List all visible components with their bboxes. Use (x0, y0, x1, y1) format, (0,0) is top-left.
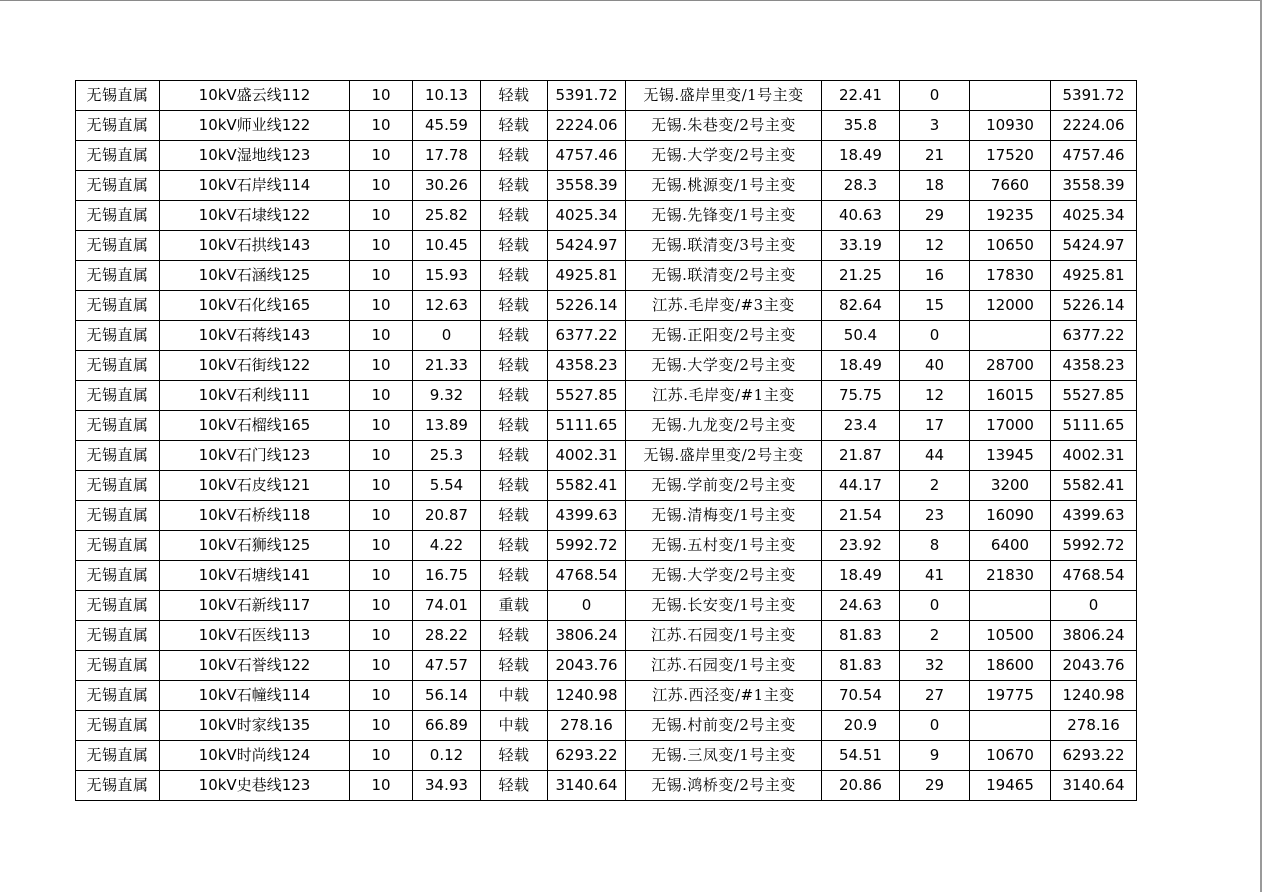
table-row (76, 291, 1137, 321)
line-name-cell: 10kV师业线122 (160, 111, 350, 141)
transformer-cell: 无锡.大学变/2号主变 (626, 141, 822, 171)
spare-capacity-cell: 4768.54 (548, 561, 626, 591)
voltage-cell: 10 (350, 261, 413, 291)
line-name-cell: 10kV石狮线125 (160, 531, 350, 561)
table-row (76, 141, 1137, 171)
load-status-cell: 轻载 (481, 501, 548, 531)
load-rate-cell: 12.63 (413, 291, 481, 321)
transformer-load-cell: 22.41 (822, 81, 900, 111)
transformer-cell: 江苏.石园变/1号主变 (626, 651, 822, 681)
available-capacity-cell: 1240.98 (1051, 681, 1137, 711)
line-name-cell: 10kV石化线165 (160, 291, 350, 321)
line-name-cell: 10kV石街线122 (160, 351, 350, 381)
user-count-cell: 29 (900, 771, 970, 801)
org-cell: 无锡直属 (76, 351, 160, 381)
transformer-cell: 无锡.联清变/2号主变 (626, 261, 822, 291)
available-capacity-cell: 5111.65 (1051, 411, 1137, 441)
load-status-cell: 轻载 (481, 321, 548, 351)
load-rate-cell: 17.78 (413, 141, 481, 171)
transformer-cell: 无锡.联清变/3号主变 (626, 231, 822, 261)
spare-capacity-cell: 1240.98 (548, 681, 626, 711)
capacity-cell: 19775 (970, 681, 1051, 711)
line-name-cell: 10kV石桥线118 (160, 501, 350, 531)
line-name-cell: 10kV石埭线122 (160, 201, 350, 231)
voltage-cell: 10 (350, 141, 413, 171)
available-capacity-cell: 4002.31 (1051, 441, 1137, 471)
line-name-cell: 10kV石誉线122 (160, 651, 350, 681)
available-capacity-cell: 5992.72 (1051, 531, 1137, 561)
load-rate-cell: 10.45 (413, 231, 481, 261)
available-capacity-cell: 6377.22 (1051, 321, 1137, 351)
transformer-load-cell: 21.25 (822, 261, 900, 291)
capacity-cell: 28700 (970, 351, 1051, 381)
available-capacity-cell: 5226.14 (1051, 291, 1137, 321)
spare-capacity-cell: 5424.97 (548, 231, 626, 261)
load-rate-cell: 10.13 (413, 81, 481, 111)
user-count-cell: 0 (900, 81, 970, 111)
load-rate-cell: 15.93 (413, 261, 481, 291)
spare-capacity-cell: 278.16 (548, 711, 626, 741)
transformer-cell: 无锡.学前变/2号主变 (626, 471, 822, 501)
load-rate-cell: 34.93 (413, 771, 481, 801)
user-count-cell: 12 (900, 231, 970, 261)
line-name-cell: 10kV盛云线112 (160, 81, 350, 111)
load-status-cell: 中载 (481, 681, 548, 711)
user-count-cell: 41 (900, 561, 970, 591)
transformer-load-cell: 21.54 (822, 501, 900, 531)
load-status-cell: 轻载 (481, 771, 548, 801)
load-status-cell: 轻载 (481, 261, 548, 291)
voltage-cell: 10 (350, 741, 413, 771)
line-name-cell: 10kV石塘线141 (160, 561, 350, 591)
table-row (76, 531, 1137, 561)
load-rate-cell: 30.26 (413, 171, 481, 201)
capacity-cell: 13945 (970, 441, 1051, 471)
table-row (76, 471, 1137, 501)
page-top-border (0, 0, 1262, 1)
available-capacity-cell: 4757.46 (1051, 141, 1137, 171)
capacity-cell: 19465 (970, 771, 1051, 801)
voltage-cell: 10 (350, 81, 413, 111)
user-count-cell: 16 (900, 261, 970, 291)
load-rate-cell: 25.82 (413, 201, 481, 231)
spare-capacity-cell: 0 (548, 591, 626, 621)
spare-capacity-cell: 5391.72 (548, 81, 626, 111)
spare-capacity-cell: 4358.23 (548, 351, 626, 381)
voltage-cell: 10 (350, 351, 413, 381)
org-cell: 无锡直属 (76, 531, 160, 561)
line-name-cell: 10kV石利线111 (160, 381, 350, 411)
load-rate-cell: 4.22 (413, 531, 481, 561)
available-capacity-cell: 6293.22 (1051, 741, 1137, 771)
org-cell: 无锡直属 (76, 471, 160, 501)
org-cell: 无锡直属 (76, 141, 160, 171)
available-capacity-cell: 4925.81 (1051, 261, 1137, 291)
table-row (76, 231, 1137, 261)
voltage-cell: 10 (350, 501, 413, 531)
user-count-cell: 23 (900, 501, 970, 531)
transformer-cell: 无锡.朱巷变/2号主变 (626, 111, 822, 141)
line-name-cell: 10kV石拱线143 (160, 231, 350, 261)
user-count-cell: 3 (900, 111, 970, 141)
voltage-cell: 10 (350, 591, 413, 621)
org-cell: 无锡直属 (76, 651, 160, 681)
transformer-cell: 无锡.正阳变/2号主变 (626, 321, 822, 351)
org-cell: 无锡直属 (76, 741, 160, 771)
load-status-cell: 轻载 (481, 81, 548, 111)
transformer-load-cell: 82.64 (822, 291, 900, 321)
table-row (76, 111, 1137, 141)
transformer-cell: 无锡.桃源变/1号主变 (626, 171, 822, 201)
capacity-cell (970, 711, 1051, 741)
org-cell: 无锡直属 (76, 501, 160, 531)
capacity-cell: 21830 (970, 561, 1051, 591)
available-capacity-cell: 4768.54 (1051, 561, 1137, 591)
user-count-cell: 9 (900, 741, 970, 771)
available-capacity-cell: 3558.39 (1051, 171, 1137, 201)
load-status-cell: 轻载 (481, 621, 548, 651)
org-cell: 无锡直属 (76, 711, 160, 741)
available-capacity-cell: 3140.64 (1051, 771, 1137, 801)
spare-capacity-cell: 4399.63 (548, 501, 626, 531)
table-row (76, 651, 1137, 681)
available-capacity-cell: 2224.06 (1051, 111, 1137, 141)
spare-capacity-cell: 4757.46 (548, 141, 626, 171)
table-row (76, 711, 1137, 741)
capacity-cell: 10670 (970, 741, 1051, 771)
transformer-load-cell: 20.9 (822, 711, 900, 741)
transformer-cell: 无锡.五村变/1号主变 (626, 531, 822, 561)
user-count-cell: 0 (900, 321, 970, 351)
load-status-cell: 轻载 (481, 381, 548, 411)
capacity-cell: 3200 (970, 471, 1051, 501)
load-status-cell: 重载 (481, 591, 548, 621)
table-row (76, 201, 1137, 231)
table-row (76, 741, 1137, 771)
available-capacity-cell: 0 (1051, 591, 1137, 621)
load-status-cell: 轻载 (481, 531, 548, 561)
capacity-cell: 6400 (970, 531, 1051, 561)
capacity-cell: 16015 (970, 381, 1051, 411)
spare-capacity-cell: 4025.34 (548, 201, 626, 231)
line-name-cell: 10kV石皮线121 (160, 471, 350, 501)
transformer-load-cell: 35.8 (822, 111, 900, 141)
user-count-cell: 0 (900, 591, 970, 621)
load-status-cell: 轻载 (481, 411, 548, 441)
available-capacity-cell: 4358.23 (1051, 351, 1137, 381)
transformer-load-cell: 70.54 (822, 681, 900, 711)
line-name-cell: 10kV石门线123 (160, 441, 350, 471)
spare-capacity-cell: 4925.81 (548, 261, 626, 291)
transformer-load-cell: 18.49 (822, 141, 900, 171)
voltage-cell: 10 (350, 711, 413, 741)
user-count-cell: 2 (900, 621, 970, 651)
load-status-cell: 轻载 (481, 351, 548, 381)
capacity-cell: 12000 (970, 291, 1051, 321)
voltage-cell: 10 (350, 561, 413, 591)
line-name-cell: 10kV时尚线124 (160, 741, 350, 771)
voltage-cell: 10 (350, 441, 413, 471)
transformer-cell: 无锡.三凤变/1号主变 (626, 741, 822, 771)
user-count-cell: 29 (900, 201, 970, 231)
user-count-cell: 40 (900, 351, 970, 381)
transformer-load-cell: 75.75 (822, 381, 900, 411)
user-count-cell: 21 (900, 141, 970, 171)
line-name-cell: 10kV石幢线114 (160, 681, 350, 711)
user-count-cell: 0 (900, 711, 970, 741)
spare-capacity-cell: 4002.31 (548, 441, 626, 471)
voltage-cell: 10 (350, 171, 413, 201)
load-status-cell: 轻载 (481, 561, 548, 591)
load-status-cell: 轻载 (481, 231, 548, 261)
spare-capacity-cell: 5527.85 (548, 381, 626, 411)
table-row (76, 171, 1137, 201)
available-capacity-cell: 2043.76 (1051, 651, 1137, 681)
available-capacity-cell: 4025.34 (1051, 201, 1137, 231)
table-row (76, 441, 1137, 471)
org-cell: 无锡直属 (76, 261, 160, 291)
capacity-cell (970, 321, 1051, 351)
spare-capacity-cell: 6377.22 (548, 321, 626, 351)
line-name-cell: 10kV时家线135 (160, 711, 350, 741)
spare-capacity-cell: 2224.06 (548, 111, 626, 141)
load-status-cell: 轻载 (481, 141, 548, 171)
line-name-cell: 10kV石岸线114 (160, 171, 350, 201)
transformer-load-cell: 20.86 (822, 771, 900, 801)
org-cell: 无锡直属 (76, 81, 160, 111)
transformer-load-cell: 81.83 (822, 651, 900, 681)
line-name-cell: 10kV石医线113 (160, 621, 350, 651)
load-rate-cell: 45.59 (413, 111, 481, 141)
transformer-load-cell: 23.92 (822, 531, 900, 561)
load-status-cell: 轻载 (481, 651, 548, 681)
line-load-table (75, 80, 1137, 801)
capacity-cell (970, 591, 1051, 621)
table-body (76, 81, 1137, 801)
capacity-cell (970, 81, 1051, 111)
spare-capacity-cell: 3558.39 (548, 171, 626, 201)
table-row (76, 771, 1137, 801)
org-cell: 无锡直属 (76, 411, 160, 441)
load-rate-cell: 13.89 (413, 411, 481, 441)
voltage-cell: 10 (350, 291, 413, 321)
load-rate-cell: 28.22 (413, 621, 481, 651)
table-row (76, 621, 1137, 651)
capacity-cell: 10930 (970, 111, 1051, 141)
transformer-load-cell: 81.83 (822, 621, 900, 651)
voltage-cell: 10 (350, 651, 413, 681)
org-cell: 无锡直属 (76, 771, 160, 801)
spare-capacity-cell: 5111.65 (548, 411, 626, 441)
load-rate-cell: 56.14 (413, 681, 481, 711)
transformer-load-cell: 21.87 (822, 441, 900, 471)
available-capacity-cell: 4399.63 (1051, 501, 1137, 531)
voltage-cell: 10 (350, 231, 413, 261)
org-cell: 无锡直属 (76, 681, 160, 711)
transformer-cell: 无锡.先锋变/1号主变 (626, 201, 822, 231)
spare-capacity-cell: 6293.22 (548, 741, 626, 771)
transformer-cell: 江苏.毛岸变/#1主变 (626, 381, 822, 411)
transformer-cell: 无锡.鸿桥变/2号主变 (626, 771, 822, 801)
voltage-cell: 10 (350, 471, 413, 501)
transformer-load-cell: 44.17 (822, 471, 900, 501)
transformer-load-cell: 33.19 (822, 231, 900, 261)
table-row (76, 681, 1137, 711)
org-cell: 无锡直属 (76, 171, 160, 201)
spare-capacity-cell: 5992.72 (548, 531, 626, 561)
transformer-cell: 无锡.清梅变/1号主变 (626, 501, 822, 531)
load-rate-cell: 5.54 (413, 471, 481, 501)
line-name-cell: 10kV石榴线165 (160, 411, 350, 441)
load-rate-cell: 0 (413, 321, 481, 351)
transformer-cell: 无锡.盛岸里变/2号主变 (626, 441, 822, 471)
spare-capacity-cell: 5226.14 (548, 291, 626, 321)
table-row (76, 591, 1137, 621)
transformer-load-cell: 18.49 (822, 351, 900, 381)
load-status-cell: 轻载 (481, 441, 548, 471)
line-name-cell: 10kV石涵线125 (160, 261, 350, 291)
capacity-cell: 18600 (970, 651, 1051, 681)
transformer-load-cell: 54.51 (822, 741, 900, 771)
capacity-cell: 17830 (970, 261, 1051, 291)
load-rate-cell: 0.12 (413, 741, 481, 771)
transformer-load-cell: 50.4 (822, 321, 900, 351)
load-status-cell: 轻载 (481, 201, 548, 231)
spare-capacity-cell: 5582.41 (548, 471, 626, 501)
load-status-cell: 轻载 (481, 171, 548, 201)
user-count-cell: 2 (900, 471, 970, 501)
voltage-cell: 10 (350, 381, 413, 411)
org-cell: 无锡直属 (76, 591, 160, 621)
capacity-cell: 17000 (970, 411, 1051, 441)
transformer-cell: 无锡.长安变/1号主变 (626, 591, 822, 621)
org-cell: 无锡直属 (76, 111, 160, 141)
org-cell: 无锡直属 (76, 291, 160, 321)
transformer-load-cell: 40.63 (822, 201, 900, 231)
voltage-cell: 10 (350, 531, 413, 561)
transformer-cell: 江苏.毛岸变/#3主变 (626, 291, 822, 321)
transformer-cell: 无锡.九龙变/2号主变 (626, 411, 822, 441)
table-row (76, 501, 1137, 531)
line-name-cell: 10kV湿地线123 (160, 141, 350, 171)
table-row (76, 321, 1137, 351)
org-cell: 无锡直属 (76, 231, 160, 261)
transformer-cell: 江苏.石园变/1号主变 (626, 621, 822, 651)
load-status-cell: 轻载 (481, 291, 548, 321)
transformer-cell: 江苏.西泾变/#1主变 (626, 681, 822, 711)
capacity-cell: 17520 (970, 141, 1051, 171)
org-cell: 无锡直属 (76, 441, 160, 471)
org-cell: 无锡直属 (76, 621, 160, 651)
available-capacity-cell: 3806.24 (1051, 621, 1137, 651)
user-count-cell: 44 (900, 441, 970, 471)
user-count-cell: 27 (900, 681, 970, 711)
capacity-cell: 10500 (970, 621, 1051, 651)
line-name-cell: 10kV石蒋线143 (160, 321, 350, 351)
spare-capacity-cell: 2043.76 (548, 651, 626, 681)
org-cell: 无锡直属 (76, 381, 160, 411)
transformer-load-cell: 18.49 (822, 561, 900, 591)
voltage-cell: 10 (350, 621, 413, 651)
load-rate-cell: 9.32 (413, 381, 481, 411)
spare-capacity-cell: 3140.64 (548, 771, 626, 801)
transformer-cell: 无锡.村前变/2号主变 (626, 711, 822, 741)
capacity-cell: 10650 (970, 231, 1051, 261)
load-rate-cell: 25.3 (413, 441, 481, 471)
voltage-cell: 10 (350, 321, 413, 351)
voltage-cell: 10 (350, 771, 413, 801)
user-count-cell: 17 (900, 411, 970, 441)
table-row (76, 81, 1137, 111)
capacity-cell: 7660 (970, 171, 1051, 201)
available-capacity-cell: 5424.97 (1051, 231, 1137, 261)
org-cell: 无锡直属 (76, 321, 160, 351)
load-status-cell: 中载 (481, 711, 548, 741)
capacity-cell: 16090 (970, 501, 1051, 531)
capacity-cell: 19235 (970, 201, 1051, 231)
table-row (76, 381, 1137, 411)
load-rate-cell: 16.75 (413, 561, 481, 591)
user-count-cell: 12 (900, 381, 970, 411)
load-status-cell: 轻载 (481, 741, 548, 771)
load-status-cell: 轻载 (481, 471, 548, 501)
available-capacity-cell: 5582.41 (1051, 471, 1137, 501)
table-row (76, 561, 1137, 591)
transformer-cell: 无锡.大学变/2号主变 (626, 561, 822, 591)
user-count-cell: 15 (900, 291, 970, 321)
org-cell: 无锡直属 (76, 201, 160, 231)
load-rate-cell: 74.01 (413, 591, 481, 621)
spare-capacity-cell: 3806.24 (548, 621, 626, 651)
load-status-cell: 轻载 (481, 111, 548, 141)
voltage-cell: 10 (350, 411, 413, 441)
available-capacity-cell: 5391.72 (1051, 81, 1137, 111)
load-rate-cell: 47.57 (413, 651, 481, 681)
user-count-cell: 32 (900, 651, 970, 681)
line-name-cell: 10kV石新线117 (160, 591, 350, 621)
available-capacity-cell: 278.16 (1051, 711, 1137, 741)
transformer-load-cell: 24.63 (822, 591, 900, 621)
transformer-load-cell: 28.3 (822, 171, 900, 201)
user-count-cell: 8 (900, 531, 970, 561)
voltage-cell: 10 (350, 681, 413, 711)
line-name-cell: 10kV史巷线123 (160, 771, 350, 801)
load-rate-cell: 21.33 (413, 351, 481, 381)
load-rate-cell: 66.89 (413, 711, 481, 741)
user-count-cell: 18 (900, 171, 970, 201)
load-rate-cell: 20.87 (413, 501, 481, 531)
table-row (76, 351, 1137, 381)
org-cell: 无锡直属 (76, 561, 160, 591)
available-capacity-cell: 5527.85 (1051, 381, 1137, 411)
table-row (76, 261, 1137, 291)
table-row (76, 411, 1137, 441)
transformer-cell: 无锡.盛岸里变/1号主变 (626, 81, 822, 111)
transformer-cell: 无锡.大学变/2号主变 (626, 351, 822, 381)
voltage-cell: 10 (350, 201, 413, 231)
transformer-load-cell: 23.4 (822, 411, 900, 441)
voltage-cell: 10 (350, 111, 413, 141)
